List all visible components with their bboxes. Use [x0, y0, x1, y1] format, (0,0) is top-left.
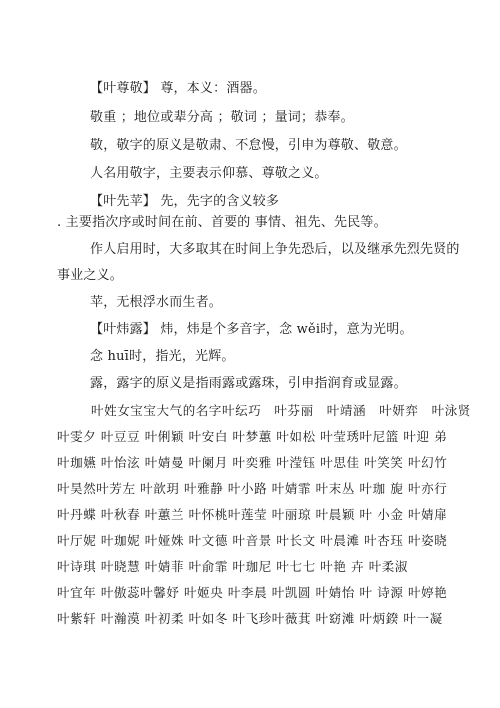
paragraph-ping-meaning: 苹，无根浮水而生者。 [90, 295, 223, 310]
name-list-line-9: 叶紫轩 叶瀚漠 叶初柔 叶如冬 叶飞珍叶薇萁 叶窈滩 叶炳鍨 叶一凝 [57, 611, 443, 626]
name-list-line-1: 叶姓女宝宝大气的名字叶纭巧 叶芬丽 叶靖涵 叶妍弈 叶泳贤 [91, 403, 471, 418]
paragraph-xianping-title: 【叶先苹】 先，先字的含义较多 [90, 194, 280, 209]
name-list-line-2: 叶雯夕 叶豆豆 叶俐颖 叶安白 叶梦蕙 叶如松 叶莹琇叶尼篮 叶迎 弟 [57, 429, 448, 444]
name-list-line-7: 叶诗琪 叶晓慧 叶婧菲 叶俞霏 叶珈尼 叶七七 叶艳 卉 叶柔淑 [57, 559, 408, 574]
paragraph-lu-meaning: 露，露字的原义是指雨露或露珠，引申指润育或显露。 [90, 376, 407, 391]
paragraph-zunjing-meaning: 敬重 ；地位或辈分高 ；敬词 ；量词；恭奉。 [90, 110, 354, 125]
paragraph-zunjing-title: 【叶尊敬】 尊，本义：酒器。 [90, 81, 266, 96]
paragraph-xian-name-use-cont: 事业之义。 [57, 268, 124, 283]
paragraph-xian-name-use: 作人启用时，大多取其在时间上争先恐后，以及继承先烈先贤的 [90, 242, 460, 257]
name-list-line-6: 叶厅妮 叶珈妮 叶娅姝 叶文德 叶音景 叶长文 叶晨滩 叶杏珏 叶姿晓 [57, 533, 448, 548]
paragraph-jing-origin: 敬，敬字的原义是敬肃、不怠慢，引申为尊敬、敬意。 [90, 138, 407, 153]
name-list-line-4: 叶昊然叶芳左 叶歆玥 叶雅静 叶小路 叶婧霏 叶末丛 叶珈 旎 叶亦行 [57, 481, 448, 496]
paragraph-weilu-title: 【叶炜露】 炜，炜是个多音字，念 wěi时，意为光明。 [90, 322, 413, 337]
paragraph-wei-hui-reading: 念 huī时，指光，光辉。 [90, 349, 235, 364]
paragraph-xian-meaning: . 主要指次序或时间在前、首要的 事情、祖先、先民等。 [57, 215, 387, 230]
name-list-line-3: 叶珈嬿 叶怡泫 叶婧曼 叶阑月 叶奕雅 叶滢钰 叶思佳 叶笑笑 叶幻竹 [57, 455, 448, 470]
name-list-line-5: 叶丹蝶 叶秋春 叶蕙兰 叶怀桃叶莲莹 叶丽琼 叶晨颖 叶 小金 叶婧扉 [57, 507, 448, 522]
name-list-line-8: 叶宜年 叶傲蕊叶馨妤 叶姬央 叶李晨 叶凯圆 叶婧怡 叶 诗源 叶婷艳 [57, 585, 448, 600]
paragraph-jing-name-use: 人名用敬字，主要表示仰慕、尊敬之义。 [90, 166, 328, 181]
